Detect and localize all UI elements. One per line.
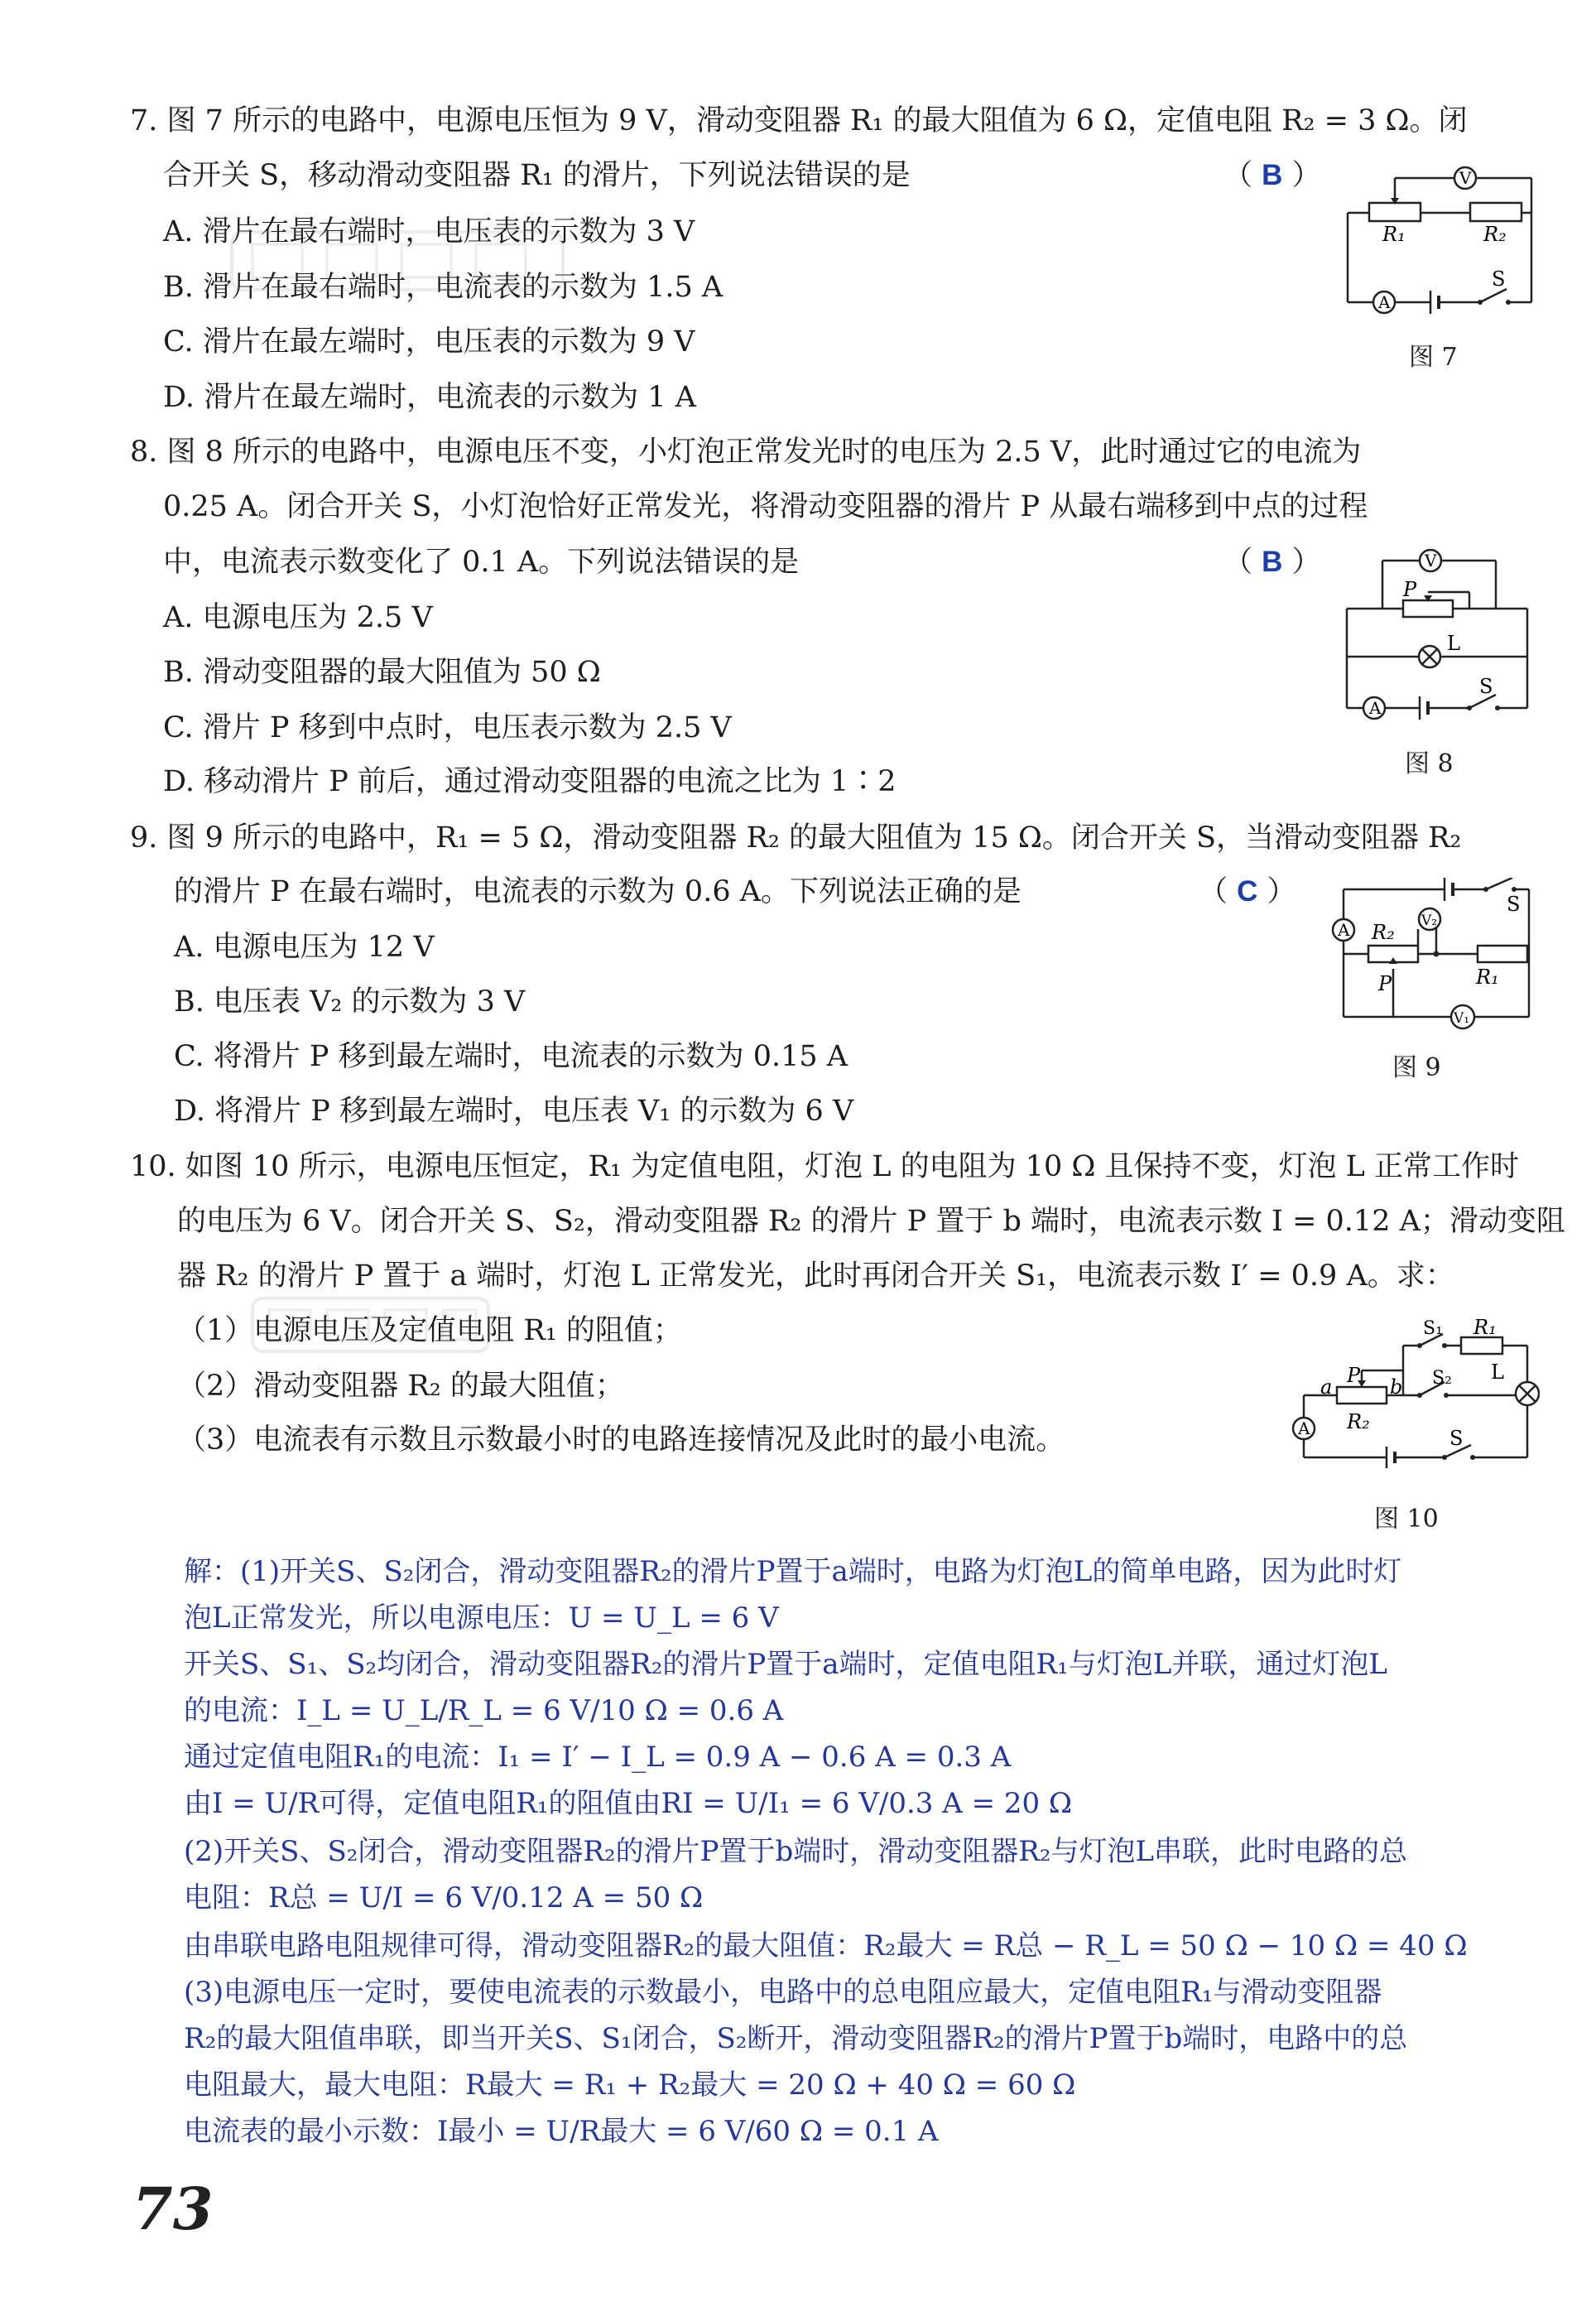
figure-7-caption: 图 7 <box>1409 343 1458 372</box>
voltmeter-label: V <box>1459 168 1472 188</box>
q7-stem-line-2: 合开关 S，移动滑动变阻器 R₁ 的滑片，下列说法错误的是 <box>163 159 911 192</box>
q7-stem-line-1: 7. 图 7 所示的电路中，电源电压恒为 9 V，滑动变阻器 R₁ 的最大阻值为 6 Ω，定值电阻 R₂ = 3 Ω。闭 <box>130 104 1468 137</box>
figure-7-circuit <box>1333 161 1540 327</box>
q10-stem-line-1: 10. 如图 10 所示，电源电压恒定，R₁ 为定值电阻，灯泡 L 的电阻为 10 Ω 且保持不变，灯泡 L 正常工作时 <box>130 1150 1520 1183</box>
switch-label: S <box>1449 1427 1464 1450</box>
ammeter-label: A <box>1298 1418 1310 1438</box>
lamp-label: L <box>1491 1360 1504 1384</box>
r1-label: R₁ <box>1476 966 1499 989</box>
end-a-label: a <box>1320 1375 1333 1399</box>
end-b-label: b <box>1390 1375 1403 1399</box>
bracket-close: ） <box>1291 546 1321 579</box>
v1-label: V₁ <box>1454 1010 1470 1027</box>
s2-label: S₂ <box>1432 1368 1452 1389</box>
q8-answer-bracket <box>1223 544 1321 580</box>
bracket-open: （ <box>1223 159 1253 192</box>
solution-line-1: 解：(1)开关S、S₂闭合，滑动变阻器R₂的滑片P置于a端时，电路为灯泡L的简单电路，因为此时灯 <box>184 1555 1402 1588</box>
q9-answer: C <box>1237 875 1258 908</box>
r2-resistor <box>1470 203 1521 221</box>
slider-label: P <box>1347 1364 1361 1387</box>
solution-line-2: 泡L正常发光，所以电源电压：U = U_L = 6 V <box>184 1601 779 1635</box>
rheostat <box>1403 600 1453 617</box>
r2-label: R₂ <box>1347 1410 1370 1433</box>
r2-rheostat <box>1337 1387 1387 1404</box>
q7-option-b: B. 滑片在最右端时，电流表的示数为 1.5 A <box>163 271 723 304</box>
q10-sub-1: （1）电源电压及定值电阻 R₁ 的阻值； <box>177 1314 682 1347</box>
ammeter-label: A <box>1369 698 1382 718</box>
q8-answer: B <box>1262 546 1283 578</box>
bracket-close: ） <box>1291 159 1321 192</box>
q10-sub-3: （3）电流表有示数且示数最小时的电路连接情况及此时的最小电流。 <box>177 1423 1065 1457</box>
q9-stem-line-1: 9. 图 9 所示的电路中，R₁ = 5 Ω，滑动变阻器 R₂ 的最大阻值为 15 Ω。闭合开关 S，当滑动变阻器 R₂ <box>130 821 1462 855</box>
q7-option-c: C. 滑片在最左端时，电压表的示数为 9 V <box>163 325 695 359</box>
q9-answer-bracket <box>1199 874 1296 910</box>
q8-stem-line-3: 中，电流表示数变化了 0.1 A。下列说法错误的是 <box>163 546 800 579</box>
q8-stem-line-2: 0.25 A。闭合开关 S，小灯泡恰好正常发光，将滑动变阻器的滑片 P 从最右端移到中点的过程 <box>163 490 1368 523</box>
q8-stem-line-1: 8. 图 8 所示的电路中，电源电压不变，小灯泡正常发光时的电压为 2.5 V，此时通过它的电流为 <box>130 436 1362 469</box>
solution-line-4: 的电流：I_L = U_L/R_L = 6 V/10 Ω = 0.6 A <box>184 1694 784 1727</box>
q7-option-a: A. 滑片在最右端时，电压表的示数为 3 V <box>163 215 695 248</box>
voltmeter-label: V <box>1425 551 1437 571</box>
solution-line-11: R₂的最大阻值串联，即当开关S、S₁闭合，S₂断开，滑动变阻器R₂的滑片P置于b端时，电路中的总 <box>184 2022 1408 2055</box>
q9-option-d: D. 将滑片 P 移到最左端时，电压表 V₁ 的示数为 6 V <box>174 1095 854 1128</box>
solution-line-6: 由I = U/R可得，定值电阻R₁的阻值由RI = U/I₁ = 6 V/0.3 A = 20 Ω <box>184 1787 1073 1820</box>
solution-line-9: 由串联电路电阻规律可得，滑动变阻器R₂的最大阻值：R₂最大 = R总 − R_L = 50 Ω − 10 Ω = 40 Ω <box>184 1929 1468 1962</box>
watermark-logo-top <box>228 224 575 298</box>
q7-option-d: D. 滑片在最左端时，电流表的示数为 1 A <box>163 381 696 414</box>
figure-9-caption: 图 9 <box>1392 1053 1441 1082</box>
figure-8-caption: 图 8 <box>1405 749 1454 778</box>
solution-line-8: 电阻：R总 = U/I = 6 V/0.12 A = 50 Ω <box>184 1881 704 1914</box>
switch-label: S <box>1507 893 1521 916</box>
q8-option-c: C. 滑片 P 移到中点时，电压表示数为 2.5 V <box>163 711 732 744</box>
r1-resistor <box>1369 203 1421 221</box>
figure-9-circuit <box>1320 878 1540 1039</box>
solution-line-7: (2)开关S、S₂闭合，滑动变阻器R₂的滑片P置于b端时，滑动变阻器R₂与灯泡L串联，此时电路的总 <box>184 1835 1408 1868</box>
q10-stem-line-3: 器 R₂ 的滑片 P 置于 a 端时，灯泡 L 正常发光，此时再闭合开关 S₁，电流表示数 I′ = 0.9 A。求： <box>177 1259 1454 1293</box>
figure-8-circuit <box>1337 542 1540 733</box>
r2-label: R₂ <box>1483 223 1507 246</box>
ammeter-label: A <box>1378 292 1391 312</box>
solution-line-3: 开关S、S₁、S₂均闭合，滑动变阻器R₂的滑片P置于a端时，定值电阻R₁与灯泡L并联，通过灯泡L <box>184 1648 1387 1681</box>
bracket-close: ） <box>1267 875 1296 908</box>
q9-stem-line-2: 的滑片 P 在最右端时，电流表的示数为 0.6 A。下列说法正确的是 <box>174 875 1022 908</box>
bracket-open: （ <box>1223 546 1253 579</box>
figure-10-circuit <box>1287 1312 1540 1478</box>
r2-label: R₂ <box>1372 921 1395 944</box>
q10-sub-2: （2）滑动变阻器 R₂ 的最大阻值； <box>177 1370 624 1403</box>
q7-answer-bracket <box>1223 157 1321 194</box>
r1-resistor <box>1461 1337 1502 1354</box>
page-number: 73 <box>132 2174 214 2243</box>
q8-option-d: D. 移动滑片 P 前后，通过滑动变阻器的电流之比为 1∶2 <box>163 765 897 798</box>
switch-label: S <box>1479 675 1493 698</box>
r1-label: R₁ <box>1382 223 1406 246</box>
solution-line-12: 电阻最大，最大电阻：R最大 = R₁ + R₂最大 = 20 Ω + 40 Ω = 60 Ω <box>184 2068 1076 2102</box>
q9-option-c: C. 将滑片 P 移到最左端时，电流表的示数为 0.15 A <box>174 1040 848 1073</box>
lamp-label: L <box>1447 632 1460 655</box>
bracket-open: （ <box>1199 875 1228 908</box>
solution-line-5: 通过定值电阻R₁的电流：I₁ = I′ − I_L = 0.9 A − 0.6 A = 0.3 A <box>184 1741 1012 1774</box>
q10-stem-line-2: 的电压为 6 V。闭合开关 S、S₂，滑动变阻器 R₂ 的滑片 P 置于 b 端时，电流表示数 I = 0.12 A；滑动变阻 <box>177 1205 1565 1238</box>
slider-label: P <box>1403 578 1417 601</box>
s1-label: S₁ <box>1423 1318 1443 1339</box>
q9-option-b: B. 电压表 V₂ 的示数为 3 V <box>174 985 526 1019</box>
q8-option-b: B. 滑动变阻器的最大阻值为 50 Ω <box>163 656 601 689</box>
slider-label: P <box>1378 972 1392 995</box>
r1-label: R₁ <box>1473 1316 1497 1339</box>
solution-line-10: (3)电源电压一定时，要使电流表的示数最小，电路中的总电阻应最大，定值电阻R₁与滑动变阻器 <box>184 1976 1382 2009</box>
figure-10-caption: 图 10 <box>1374 1505 1439 1534</box>
switch-label: S <box>1492 267 1506 291</box>
solution-line-13: 电流表的最小示数：I最小 = U/R最大 = 6 V/60 Ω = 0.1 A <box>184 2115 939 2148</box>
watermark-logo-bottom <box>248 1292 497 1358</box>
ammeter-label: A <box>1338 920 1350 940</box>
q9-option-a: A. 电源电压为 12 V <box>174 931 435 964</box>
v2-label: V₂ <box>1421 913 1438 929</box>
q7-answer: B <box>1262 159 1283 191</box>
q8-option-a: A. 电源电压为 2.5 V <box>163 601 433 634</box>
r1-resistor <box>1478 946 1527 962</box>
